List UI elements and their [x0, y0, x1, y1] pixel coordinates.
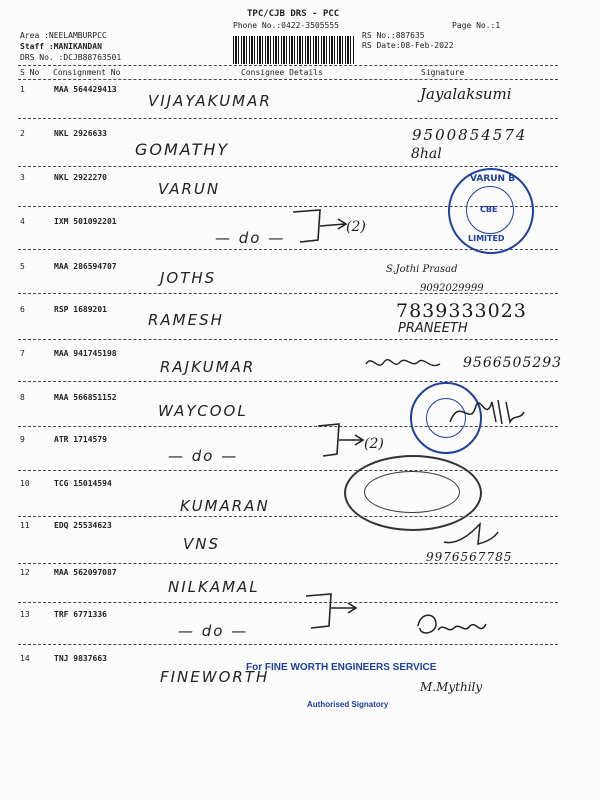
row-consignment: MAA 564429413: [54, 85, 117, 94]
row-signature: Jayalaksumi: [420, 85, 512, 103]
row-signature: (2): [346, 219, 366, 235]
row-consignee: KUMARAN: [180, 497, 270, 515]
row-sno: 11: [20, 521, 30, 530]
col-consignee: Consignee Details: [241, 68, 323, 77]
row-consignee: RAJKUMAR: [160, 358, 256, 376]
row11-signature-mark: [440, 520, 500, 550]
row-sno: 1: [20, 85, 25, 94]
col-signature: Signature: [421, 68, 465, 77]
row-consignee: VIJAYAKUMAR: [148, 92, 272, 110]
row-sno: 2: [20, 129, 25, 138]
row-consignment: RSP 1689201: [54, 305, 107, 314]
row-consignment: NKL 2922270: [54, 173, 107, 182]
row-consignment: TRF 6771336: [54, 610, 107, 619]
row-consignee: — do —: [178, 622, 249, 640]
header-divider: [18, 65, 558, 66]
row-signature: 9566505293: [463, 355, 563, 371]
drs-number: DRS No. :DCJB88763501: [20, 53, 122, 62]
col-consignment: Consignment No: [53, 68, 121, 77]
staff-label: Staff :MANIKANDAN: [20, 42, 102, 51]
bracket-arrow-mark: [303, 590, 363, 632]
row-sno: 10: [20, 479, 30, 488]
row-sno: 3: [20, 173, 25, 182]
row-divider: [18, 293, 558, 294]
authorised-signatory: Authorised Signatory: [307, 700, 389, 709]
row-sno: 4: [20, 217, 25, 226]
row-consignment: TCG 15014594: [54, 479, 112, 488]
bracket-arrow-mark: [290, 206, 350, 246]
row-consignee: VARUN: [158, 180, 221, 198]
row-divider: [18, 381, 558, 382]
row-sno: 8: [20, 393, 25, 402]
tamil-signature-mark: [364, 352, 444, 374]
row-sno: 6: [20, 305, 25, 314]
praneeth-signature: PRANEETH: [398, 321, 468, 336]
row-divider: [18, 426, 558, 427]
row-sno: 14: [20, 654, 30, 663]
page-number: Page No.:1: [452, 21, 501, 30]
row-consignment: MAA 286594707: [54, 262, 117, 271]
row-divider: [18, 470, 558, 471]
row-divider: [18, 339, 558, 340]
row-consignment: MAA 562097087: [54, 568, 117, 577]
row-consignment: MAA 566851152: [54, 393, 117, 402]
row-consignment: EDQ 25534623: [54, 521, 112, 530]
columns-divider: [18, 79, 558, 80]
row-consignee: WAYCOOL: [158, 402, 248, 420]
barcode: [233, 36, 355, 64]
row-consignee: — do —: [215, 229, 286, 247]
row-divider: [18, 249, 558, 250]
col-sno: S No: [20, 68, 40, 77]
phone-number: Phone No.:0422-3505555: [233, 21, 339, 30]
row-consignee: VNS: [183, 535, 221, 553]
varun-stamp: [448, 168, 534, 254]
row-consignment: MAA 941745198: [54, 349, 117, 358]
company-rubber-stamp: For FINE WORTH ENGINEERS SERVICE: [246, 662, 437, 673]
row-divider: [18, 166, 558, 167]
row-consignee: FINEWORTH: [160, 668, 270, 686]
row-sno: 13: [20, 610, 30, 619]
row-divider: [18, 602, 558, 603]
row-divider: [18, 516, 558, 517]
row-signature: 9976567785: [426, 550, 513, 564]
row-consignee: GOMATHY: [135, 140, 230, 159]
row-sno: 5: [20, 262, 25, 271]
row-consignee: RAMESH: [148, 311, 224, 329]
row-consignee: JOTHS: [160, 269, 217, 287]
row-consignee: NILKAMAL: [168, 578, 260, 596]
row-signature: 9500854574: [412, 126, 528, 144]
row-sno: 12: [20, 568, 30, 577]
row-consignment: IXM 501092201: [54, 217, 117, 226]
rs-date: RS Date:08-Feb-2022: [362, 41, 454, 50]
row-divider: [18, 644, 558, 645]
row13-signature-mark: [414, 610, 494, 644]
stamp-mid-text: CBE: [480, 205, 498, 214]
rs-number: RS No.:887635: [362, 31, 425, 40]
stamp-top-text: VARUN B: [470, 174, 516, 184]
row-divider: [18, 563, 558, 564]
row-signature: 7839333023: [396, 300, 527, 322]
row-sno: 9: [20, 435, 25, 444]
row-consignment: NKL 2926633: [54, 129, 107, 138]
row-signature: (2): [364, 436, 384, 452]
bracket-arrow-mark: [315, 420, 367, 460]
joths-signature: S.Jothi Prasad: [386, 264, 458, 275]
row-divider: [18, 118, 558, 119]
row-consignment: TNJ 9837663: [54, 654, 107, 663]
row-sno: 7: [20, 349, 25, 358]
row-signature: 9092029999: [420, 283, 484, 294]
gomathy-signature: 8hal: [411, 146, 442, 162]
row-consignee: — do —: [168, 447, 239, 465]
row-consignment: ATR 1714579: [54, 435, 107, 444]
stamp-bottom-text: LIMITED: [468, 234, 505, 243]
row-signature: M.Mythily: [420, 680, 483, 694]
sheet-title: TPC/CJB DRS - PCC: [247, 9, 340, 19]
area-label: Area :NEELAMBURPCC: [20, 31, 107, 40]
